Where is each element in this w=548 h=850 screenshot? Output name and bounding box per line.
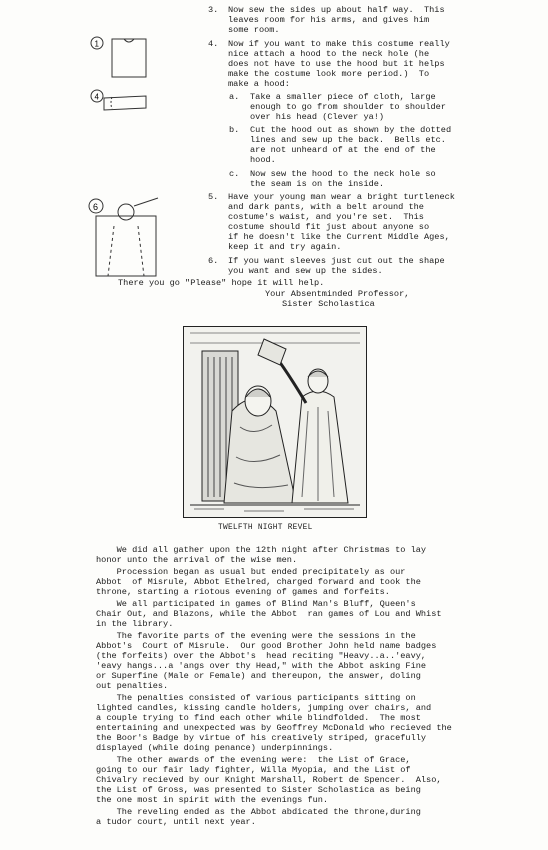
article-line: going to our fair lady fighter, Willa Myopia, and the List of <box>96 765 411 775</box>
article-line: out penalties. <box>96 681 169 691</box>
article-line: lighted candles, kissing candle holders, jumping over chairs, and <box>96 703 432 713</box>
step-4-number: 4. <box>208 39 219 49</box>
step-5-line: Have your young man wear a bright turtleneck <box>228 192 455 202</box>
sub-c-line: Now sew the hood to the neck hole so <box>250 169 436 179</box>
article-line: The other awards of the evening were: the List of Grace, <box>96 755 411 765</box>
step-4-line: make a hood: <box>228 79 290 89</box>
article-line: in the library. <box>96 619 174 629</box>
fig2-label: 4 <box>94 92 99 102</box>
step-3-line: leaves room for his arms, and gives him <box>228 15 430 25</box>
step-6-line: If you want sleeves just cut out the shape <box>228 256 445 266</box>
article-line: The favorite parts of the evening were the sessions in the <box>96 631 416 641</box>
article-line: throne, starting a riotous evening of games and forfeits. <box>96 587 390 597</box>
step-4-line: Now if you want to make this costume really <box>228 39 450 49</box>
fig3-label: 6 <box>93 202 99 212</box>
sub-a-line: enough to go from shoulder to shoulder <box>250 102 446 112</box>
sub-a-line: Take a smaller piece of cloth, large <box>250 92 436 102</box>
sleeve-diagram <box>86 196 166 280</box>
article-line: a tudor court, until next year. <box>96 817 256 827</box>
article-line: a couple trying to find each other while blindfolded. The most <box>96 713 421 723</box>
article-line: Procession began as usual but ended precipitately as our <box>96 567 406 577</box>
article-line: entertaining and unexpected was by Geoffrey McDonald who recieved the <box>96 723 452 733</box>
step-5-line: costume should fit just about anyone so <box>228 222 430 232</box>
sub-a-line: over his head (Clever ya!) <box>250 112 385 122</box>
sub-b-line: hood. <box>250 155 276 165</box>
article-line: the Boor's Badge by virtue of his creatively striped, gracefully <box>96 733 427 743</box>
step-5-line: keep it and try again. <box>228 242 342 252</box>
signature-line: Sister Scholastica <box>282 299 375 309</box>
step-4-line: make the costume look more period.) To <box>228 69 430 79</box>
article-line: Chivalry recieved by our Knight Marshall, Robert de Spencer. Also, <box>96 775 442 785</box>
step-4-line: does not have to use the hood but it helps <box>228 59 445 69</box>
step-6-line: you want and sew up the sides. <box>228 266 383 276</box>
tunic-diagram <box>88 30 150 80</box>
signature-line: Your Absentminded Professor, <box>265 289 410 299</box>
step-3-line: Now sew the sides up about half way. This <box>228 5 445 15</box>
article-line: Abbot's Court of Misrule. Our good Brother John held name badges <box>96 641 437 651</box>
article-line: honor unto the arrival of the wise men. <box>96 555 298 565</box>
article-line: displayed (while doing penance) underpinnings. <box>96 743 334 753</box>
sub-b-line: Cut the hood out as shown by the dotted <box>250 125 452 135</box>
article-line: the one most in spirit with the evenings fun. <box>96 795 329 805</box>
illustration-caption: TWELFTH NIGHT REVEL <box>218 524 313 532</box>
step-3-line: some room. <box>228 25 280 35</box>
step-5-line: and dark pants, with a belt around the <box>228 202 424 212</box>
sub-b-letter: b. <box>229 125 240 135</box>
step-5-line: costume's waist, and you're set. This <box>228 212 424 222</box>
hood-diagram <box>88 86 150 116</box>
article-line: or Superfine (Male or Female) and thereupon, the answer, doling <box>96 671 421 681</box>
article-line: The penalties consisted of various participants sitting on <box>96 693 416 703</box>
article-line: (the forfeits) over the Abbot's head reciting "Heavy..a..'eavy, <box>96 651 427 661</box>
sub-b-line: are not unheard of at the end of the <box>250 145 436 155</box>
step-6-number: 6. <box>208 256 219 266</box>
article-line: the List of Gross, was presented to Sister Scholastica as being <box>96 785 421 795</box>
sub-c-letter: c. <box>229 169 240 179</box>
step-4-line: nice attach a hood to the neck hole (he <box>228 49 430 59</box>
step-5-number: 5. <box>208 192 219 202</box>
revel-illustration <box>183 326 367 518</box>
closing-line: There you go "Please" hope it will help. <box>118 278 325 288</box>
article-line: The reveling ended as the Abbot abdicated the throne,during <box>96 807 421 817</box>
article-line: Chair Out, and Blazons, while the Abbot ran games of Lou and Whist <box>96 609 442 619</box>
article-line: We did all gather upon the 12th night after Christmas to lay <box>96 545 427 555</box>
step-5-line: if he doesn't like the Current Middle Ages, <box>228 232 450 242</box>
fig1-label: 1 <box>94 39 99 49</box>
article-line: 'eavy hangs...a 'angs over thy Head," with the Abbot asking Fine <box>96 661 427 671</box>
sub-c-line: the seam is on the inside. <box>250 179 385 189</box>
sub-b-line: lines and sew up the back. Bells etc. <box>250 135 446 145</box>
sub-a-letter: a. <box>229 92 240 102</box>
illustration-drawing <box>184 327 366 517</box>
article-line: Abbot of Misrule, Abbot Ethelred, charged forward and took the <box>96 577 421 587</box>
article-line: We all participated in games of Blind Man's Bluff, Queen's <box>96 599 416 609</box>
step-3-number: 3. <box>208 5 219 15</box>
